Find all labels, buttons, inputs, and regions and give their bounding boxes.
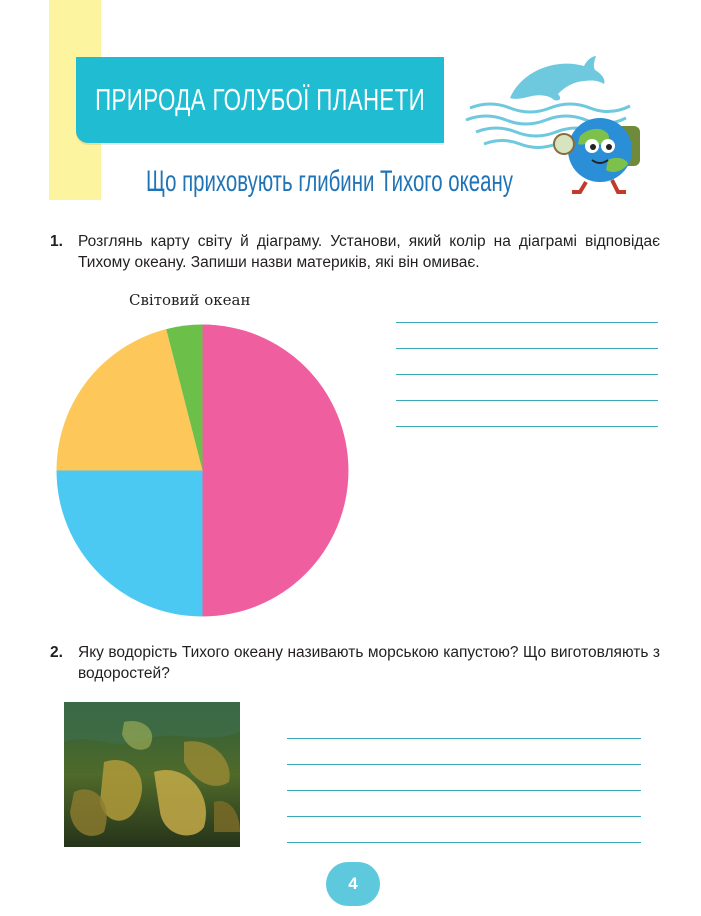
page-number-badge [326,862,380,906]
dolphin-and-globe-illustration [462,50,662,200]
answer-line[interactable] [396,426,658,427]
task-number: 2. [50,644,63,661]
task-number: 1. [50,233,63,250]
answer-line[interactable] [287,764,641,765]
answer-line[interactable] [396,348,658,349]
answer-line[interactable] [396,400,658,401]
kelp-photo [64,702,240,847]
pie-slice-1 [203,325,349,617]
answer-line[interactable] [287,738,641,739]
section-title-banner [76,57,444,143]
lesson-subtitle: Що приховують глибини Тихого океану [146,165,513,198]
task-1 [50,231,660,273]
pie-slice-2 [57,471,203,617]
dolphin-icon [510,56,605,101]
section-title: ПРИРОДА ГОЛУБОЇ ПЛАНЕТИ [95,82,425,117]
task-text: Яку водорість Тихого океану називають морською капустою? Що виготовляють з водоростей? [78,644,660,682]
answer-line[interactable] [287,842,641,843]
world-ocean-pie-chart [54,322,351,619]
answer-line[interactable] [396,322,658,323]
chart-title: Світовий океан [129,291,251,309]
task-text: Розглянь карту світу й діаграму. Установи, який колір на діаграмі відповідає Тихому океану. Запиши назви материків, які він омиває. [78,233,660,271]
answer-lines-task-1[interactable] [396,322,658,432]
task-2 [50,642,660,684]
answer-line[interactable] [287,816,641,817]
answer-line[interactable] [287,790,641,791]
answer-lines-task-2[interactable] [287,738,641,848]
page-number: 4 [348,874,358,893]
answer-line[interactable] [396,374,658,375]
